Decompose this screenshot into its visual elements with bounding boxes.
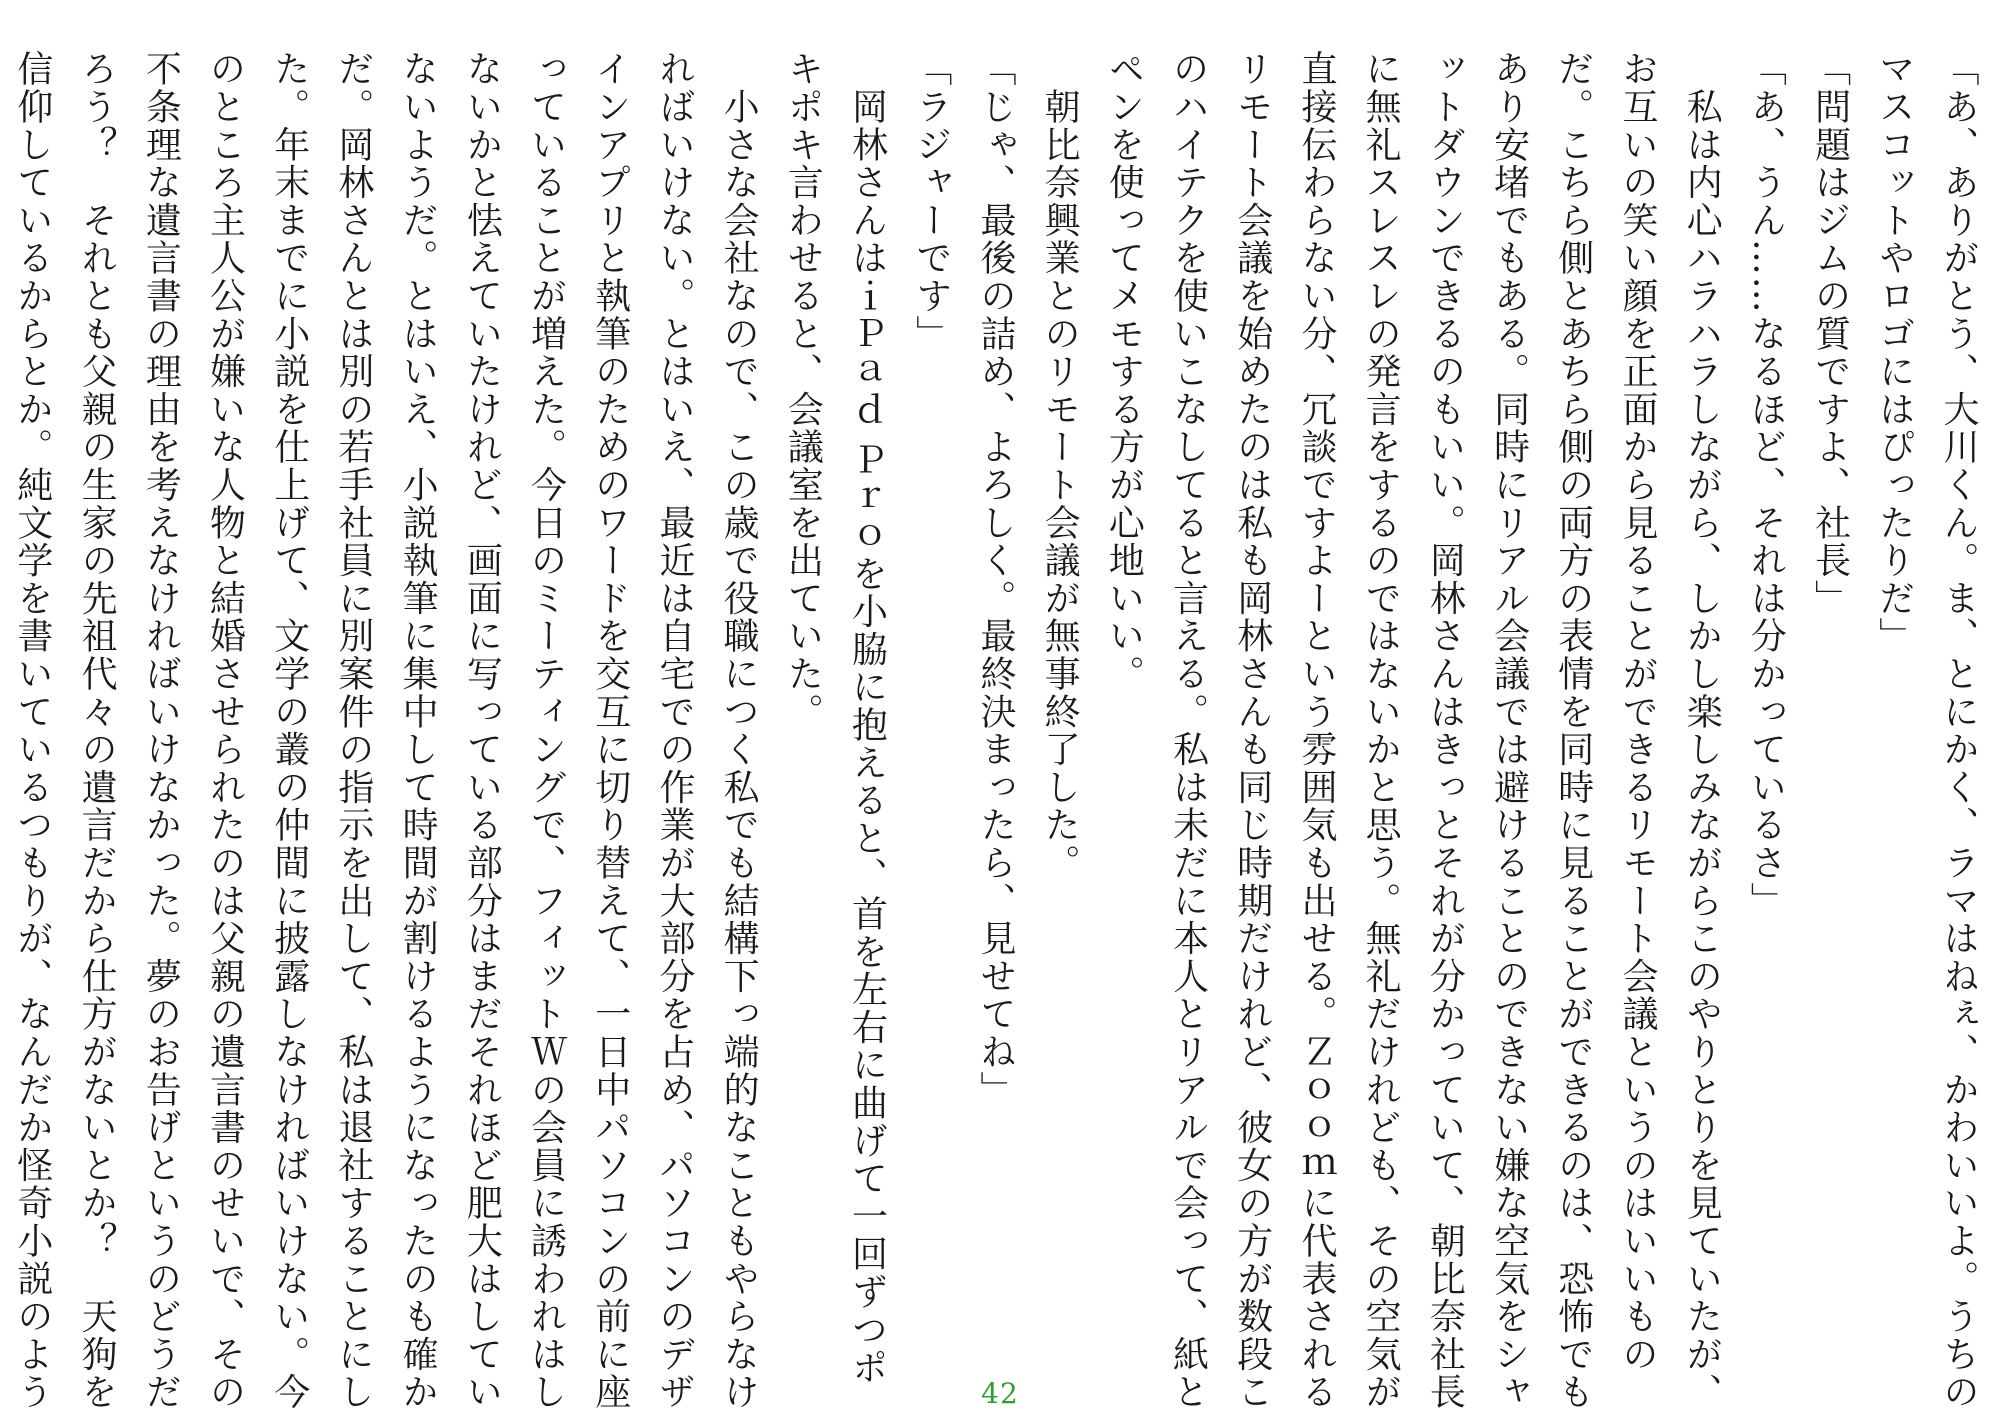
text-line: 「じゃ、最後の詰め、よろしく。最終決まったら、見せてね」	[974, 50, 1016, 1109]
text-line: だ。岡林さんとは別の若手社員に別案件の指示を出して、私は退社することにし	[332, 50, 374, 1411]
text-line: ペンを使ってメモする方が心地いい。	[1103, 50, 1145, 693]
text-line: 「あ、うん……なるほど、それは分かっているさ」	[1745, 50, 1787, 920]
text-line: 「ラジャーです」	[910, 50, 952, 353]
text-line: た。年末までに小説を仕上げて、文学の叢の仲間に披露しなければいけない。今	[268, 50, 310, 1411]
text-line: 「あ、ありがとう、大川くん。ま、とにかく、ラマはねぇ、かわいいよ。うちの	[1938, 50, 1979, 1411]
text-line: キポキ言わせると、会議室を出ていた。	[782, 50, 824, 731]
text-line: 小さな会社なので、この歳で役職につく私でも結構下っ端的なこともやらなけ	[718, 50, 760, 1411]
page-number: 42	[981, 1377, 1019, 1410]
text-line: ろう？ それとも父親の生家の先祖代々の遺言だから仕方がないとか？ 天狗を	[76, 50, 118, 1411]
text-line: マスコットやロゴにはぴったりだ」	[1873, 50, 1915, 655]
text-line: 朝比奈興業とのリモート会議が無事終了した。	[1039, 50, 1081, 882]
text-line: ットダウンできるのもいい。岡林さんはきっとそれが分かっていて、朝比奈社長	[1424, 50, 1466, 1411]
text-line: ないようだ。とはいえ、小説執筆に集中して時間が割けるようになったのも確か	[397, 50, 439, 1411]
text-line: 私は内心ハラハラしながら、しかし楽しみながらこのやりとりを見ていたが、	[1681, 50, 1723, 1411]
text-line: ればいけない。とはいえ、最近は自宅での作業が大部分を占め、パソコンのデザ	[653, 50, 695, 1411]
text-line: だ。こちら側とあちら側の両方の表情を同時に見ることができるのは、恐怖でも	[1552, 50, 1594, 1411]
text-line: のところ主人公が嫌いな人物と結婚させられたのは父親の遺言書のせいで、その	[204, 50, 246, 1411]
text-line: 直接伝わらない分、冗談ですよーという雰囲気も出せる。Ｚｏｏｍに代表される	[1295, 50, 1337, 1411]
text-line: ないかと怯えていたけれど、画面に写っている部分はまだそれほど肥大はしてい	[461, 50, 503, 1411]
text-line: のハイテクを使いこなしてると言える。私は未だに本人とリアルで会って、紙と	[1167, 50, 1209, 1411]
text-line: 不条理な遺言書の理由を考えなければいけなかった。夢のお告げというのどうだ	[140, 50, 182, 1411]
text-line: っていることが増えた。今日のミーティングで、フィットＷの会員に誘われはし	[525, 50, 567, 1411]
text-line: リモート会議を始めたのは私も岡林さんも同じ時期だけれど、彼女の方が数段こ	[1231, 50, 1273, 1411]
text-line: あり安堵でもある。同時にリアル会議では避けることのできない嫌な空気をシャ	[1488, 50, 1530, 1411]
text-line: 岡林さんはｉＰａｄ Ｐｒｏを小脇に抱えると、首を左右に曲げて一回ずつポ	[846, 50, 888, 1387]
text-line: お互いの笑い顔を正面から見ることができるリモート会議というのはいいもの	[1616, 50, 1658, 1373]
text-line: 「問題はジムの質ですよ、社長」	[1809, 50, 1851, 617]
text-line: 信仰しているからとか。純文学を書いているつもりが、なんだか怪奇小説のよう	[11, 50, 53, 1411]
text-line: インアプリと執筆のためのワードを交互に切り替えて、一日中パソコンの前に座	[589, 50, 631, 1411]
text-line: に無礼スレスレの発言をするのではないかと思う。無礼だけれども、その空気が	[1360, 50, 1402, 1411]
